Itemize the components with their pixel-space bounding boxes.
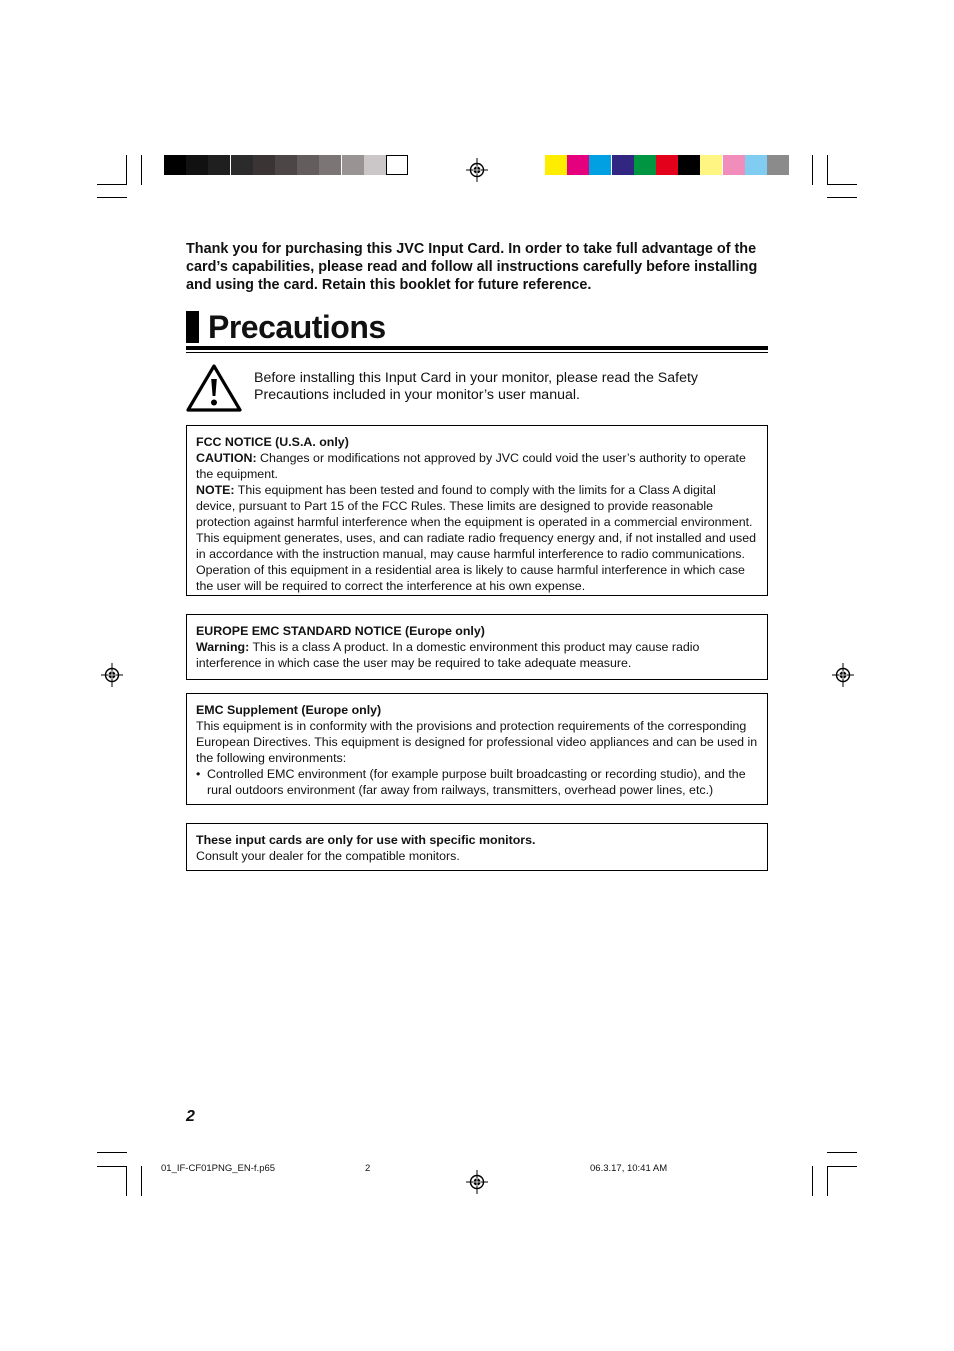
calibration-swatch	[319, 155, 341, 175]
title-marker	[186, 311, 199, 343]
emc-body: This equipment is in conformity with the provisions and protection requirements of the corresponding European Directives. This equipment is designed for professional video appliances and can be used in the following environments:	[196, 719, 758, 765]
calibration-swatch	[567, 155, 589, 175]
calibration-swatch	[364, 155, 386, 175]
crop-mark-bottom-left-v	[126, 1166, 127, 1196]
europe-emc-notice-box	[186, 614, 768, 680]
crop-mark-top-right-h	[827, 184, 857, 185]
fcc-caution	[196, 450, 758, 482]
monitors-body: Consult your dealer for the compatible monitors.	[196, 849, 460, 863]
calibration-swatch	[723, 155, 745, 175]
slug-page: 2	[365, 1163, 371, 1174]
calibration-swatch	[297, 155, 319, 175]
europe-warning-label: Warning:	[196, 640, 250, 654]
fcc-caution-label: CAUTION:	[196, 451, 257, 465]
europe-warning	[196, 639, 758, 671]
crop-mark-bottom-right-v2	[827, 1166, 828, 1196]
calibration-swatch	[700, 155, 722, 175]
monitors-heading: These input cards are only for use with specific monitors.	[196, 833, 536, 847]
emc-heading: EMC Supplement (Europe only)	[196, 703, 382, 717]
calibration-swatch	[545, 155, 567, 175]
calibration-swatch	[678, 155, 700, 175]
crop-mark-top-left-h2	[97, 197, 127, 198]
calibration-swatch	[767, 155, 789, 175]
crop-mark-bottom-left-h2	[97, 1166, 127, 1167]
crop-mark-bottom-left-v2	[141, 1166, 142, 1196]
registration-mark-icon	[466, 1170, 488, 1194]
emc-bullet-text: Controlled EMC environment (for example purpose built broadcasting or recording studio), and the rural outdoors environment (far away from railways, transmitters, overhead power lines, etc.)	[207, 767, 746, 797]
emc-supplement-box	[186, 693, 768, 805]
registration-mark-icon	[466, 158, 488, 182]
crop-mark-top-left-v	[126, 155, 127, 185]
calibration-swatch	[745, 155, 767, 175]
crop-mark-top-left-v2	[141, 155, 142, 185]
calibration-swatch	[656, 155, 678, 175]
crop-mark-top-right-h2	[827, 197, 857, 198]
crop-mark-bottom-right-h	[827, 1152, 857, 1153]
emc-bullet-item	[196, 766, 758, 798]
crop-mark-top-right-v2	[827, 155, 828, 185]
calibration-swatch	[164, 155, 186, 175]
crop-mark-top-right-v	[812, 155, 813, 185]
calibration-swatch	[342, 155, 364, 175]
warning-triangle-icon	[185, 363, 243, 413]
warning-text: Before installing this Input Card in your monitor, please read the Safety Precautions included in your monitor’s user manual.	[254, 370, 699, 403]
fcc-note-label: NOTE:	[196, 483, 235, 497]
intro-paragraph: Thank you for purchasing this JVC Input Card. In order to take full advantage of the card’s capabilities, please read and follow all instructions carefully before installing and using the card. Retain this booklet for future reference.	[186, 241, 758, 293]
slug-date: 06.3.17, 10:41 AM	[590, 1163, 668, 1174]
compatible-monitors-box	[186, 823, 768, 871]
title-rule-thin	[186, 352, 768, 353]
calibration-swatch	[253, 155, 275, 175]
page-title: Precautions	[208, 309, 386, 345]
calibration-swatch	[275, 155, 297, 175]
crop-mark-bottom-right-v	[812, 1166, 813, 1196]
fcc-note	[196, 482, 758, 594]
crop-mark-bottom-left-h	[97, 1152, 127, 1153]
page-number: 2	[186, 1108, 195, 1125]
calibration-swatch	[634, 155, 656, 175]
fcc-caution-text: Changes or modifications not approved by JVC could void the user’s authority to operate the equipment.	[196, 451, 746, 481]
europe-heading: EUROPE EMC STANDARD NOTICE (Europe only)	[196, 624, 485, 638]
calibration-swatch	[186, 155, 208, 175]
fcc-notice-box	[186, 425, 768, 596]
crop-mark-bottom-right-h2	[827, 1166, 857, 1167]
registration-mark-icon	[101, 663, 123, 687]
slug-filename: 01_IF-CF01PNG_EN-f.p65	[161, 1163, 276, 1174]
registration-mark-icon	[832, 663, 854, 687]
crop-mark-top-left-h	[97, 184, 127, 185]
calibration-swatch	[589, 155, 611, 175]
fcc-note-text: This equipment has been tested and found to comply with the limits for a Class A digital device, pursuant to Part 15 of the FCC Rules. These limits are designed to provide reasonable protection against harmful interference when the equipment is operated in a commercial environment. This equipment generates, uses, and can radiate radio frequency energy and, if not installed and used in accordance with the instruction manual, may cause harmful interference to radio communications. Operation of this equipment in a residential area is likely to cause harmful interference in which case the user will be required to correct the interference at his own expense.	[196, 483, 757, 593]
calibration-swatch	[231, 155, 253, 175]
calibration-swatch	[386, 155, 408, 175]
bullet-mark: •	[196, 767, 201, 781]
europe-warning-text: This is a class A product. In a domestic environment this product may cause radio interference in which case the user may be required to take adequate measure.	[196, 640, 700, 670]
title-rule-thick	[186, 346, 768, 350]
calibration-swatch	[612, 155, 634, 175]
fcc-heading: FCC NOTICE (U.S.A. only)	[196, 435, 349, 449]
calibration-swatch	[208, 155, 230, 175]
